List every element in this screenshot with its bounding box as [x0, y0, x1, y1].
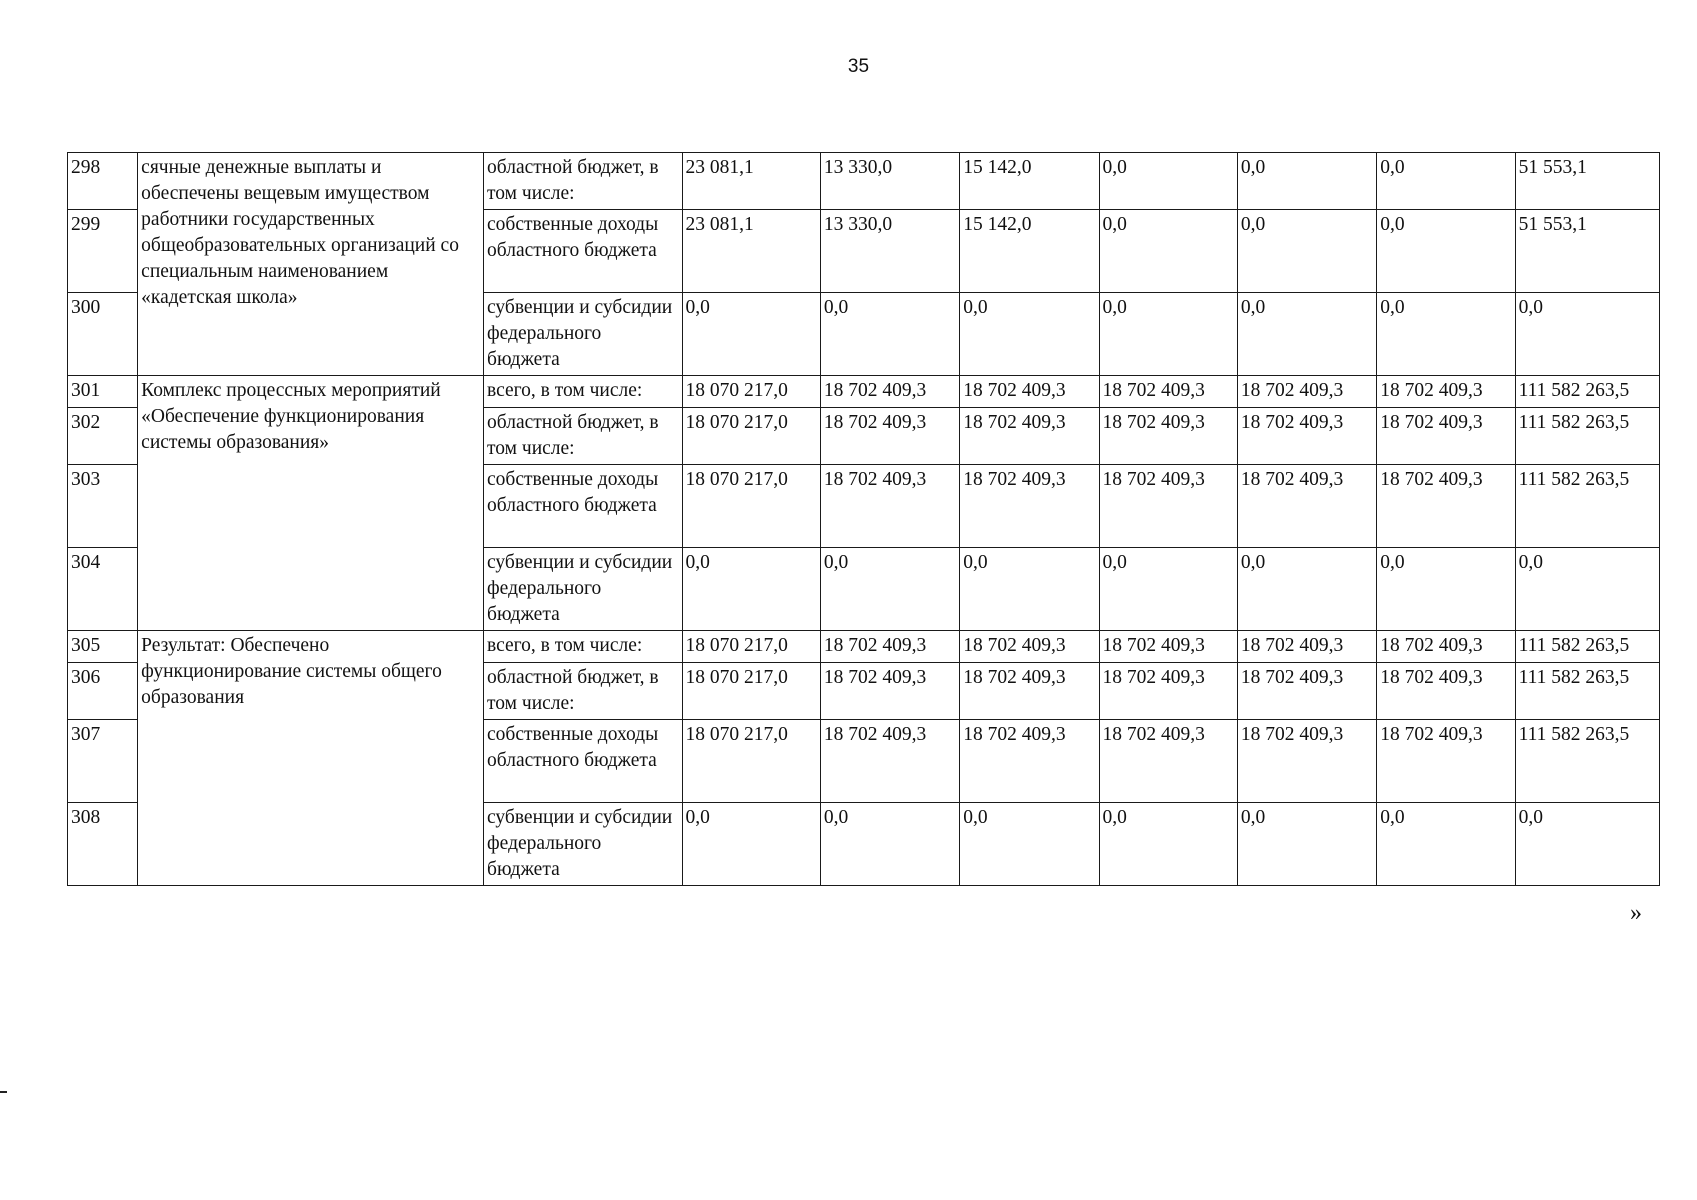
value-cell: 0,0 — [820, 803, 959, 886]
value-cell: 23 081,1 — [682, 153, 820, 210]
value-cell: 18 070 217,0 — [682, 631, 820, 663]
funding-source: собственные доходы областного бюджета — [484, 210, 682, 293]
total-cell: 0,0 — [1515, 548, 1659, 631]
value-cell: 18 702 409,3 — [1237, 376, 1376, 408]
value-cell: 18 070 217,0 — [682, 720, 820, 803]
total-cell: 111 582 263,5 — [1515, 408, 1659, 465]
value-cell: 15 142,0 — [960, 153, 1099, 210]
funding-source: собственные доходы областного бюджета — [484, 465, 682, 548]
row-number: 306 — [68, 663, 138, 720]
value-cell: 0,0 — [1099, 210, 1237, 293]
value-cell: 0,0 — [1237, 293, 1376, 376]
value-cell: 0,0 — [1377, 293, 1515, 376]
row-number: 304 — [68, 548, 138, 631]
value-cell: 18 702 409,3 — [1377, 663, 1515, 720]
value-cell: 18 702 409,3 — [820, 720, 959, 803]
value-cell: 0,0 — [1099, 293, 1237, 376]
value-cell: 0,0 — [1377, 153, 1515, 210]
value-cell: 18 070 217,0 — [682, 376, 820, 408]
value-cell: 0,0 — [960, 803, 1099, 886]
value-cell: 18 702 409,3 — [960, 631, 1099, 663]
value-cell: 13 330,0 — [820, 210, 959, 293]
total-cell: 111 582 263,5 — [1515, 631, 1659, 663]
total-cell: 111 582 263,5 — [1515, 663, 1659, 720]
total-cell: 51 553,1 — [1515, 153, 1659, 210]
row-number: 298 — [68, 153, 138, 210]
value-cell: 18 702 409,3 — [1237, 465, 1376, 548]
total-cell: 51 553,1 — [1515, 210, 1659, 293]
value-cell: 18 070 217,0 — [682, 408, 820, 465]
value-cell: 18 702 409,3 — [1377, 631, 1515, 663]
funding-source: субвенции и субсидии федерального бюджета — [484, 803, 682, 886]
row-number: 308 — [68, 803, 138, 886]
value-cell: 18 702 409,3 — [820, 408, 959, 465]
total-cell: 111 582 263,5 — [1515, 376, 1659, 408]
value-cell: 18 702 409,3 — [1377, 408, 1515, 465]
row-number: 302 — [68, 408, 138, 465]
value-cell: 18 702 409,3 — [1377, 720, 1515, 803]
value-cell: 18 702 409,3 — [1099, 465, 1237, 548]
table-row — [68, 153, 1660, 210]
value-cell: 0,0 — [1377, 803, 1515, 886]
value-cell: 0,0 — [1377, 548, 1515, 631]
value-cell: 0,0 — [1099, 548, 1237, 631]
value-cell: 23 081,1 — [682, 210, 820, 293]
table-row — [68, 376, 1660, 408]
value-cell: 0,0 — [1099, 803, 1237, 886]
value-cell: 18 702 409,3 — [960, 663, 1099, 720]
value-cell: 0,0 — [1099, 153, 1237, 210]
value-cell: 18 702 409,3 — [1377, 465, 1515, 548]
funding-source: областной бюджет, в том числе: — [484, 153, 682, 210]
closing-quote-mark: » — [1630, 900, 1642, 926]
value-cell: 15 142,0 — [960, 210, 1099, 293]
row-description: Результат: Обеспечено функционирование системы общего образования — [138, 631, 484, 886]
value-cell: 18 702 409,3 — [960, 720, 1099, 803]
total-cell: 111 582 263,5 — [1515, 720, 1659, 803]
row-number: 303 — [68, 465, 138, 548]
value-cell: 18 702 409,3 — [820, 465, 959, 548]
total-cell: 111 582 263,5 — [1515, 465, 1659, 548]
value-cell: 0,0 — [1237, 210, 1376, 293]
row-number: 301 — [68, 376, 138, 408]
value-cell: 18 702 409,3 — [1237, 720, 1376, 803]
value-cell: 0,0 — [682, 548, 820, 631]
funding-source: субвенции и субсидии федерального бюджета — [484, 548, 682, 631]
value-cell: 18 702 409,3 — [1099, 631, 1237, 663]
value-cell: 0,0 — [820, 293, 959, 376]
value-cell: 18 070 217,0 — [682, 465, 820, 548]
value-cell: 0,0 — [960, 293, 1099, 376]
value-cell: 18 702 409,3 — [1099, 663, 1237, 720]
value-cell: 18 702 409,3 — [1099, 720, 1237, 803]
funding-source: всего, в том числе: — [484, 631, 682, 663]
value-cell: 18 702 409,3 — [820, 376, 959, 408]
total-cell: 0,0 — [1515, 803, 1659, 886]
value-cell: 18 702 409,3 — [1377, 376, 1515, 408]
value-cell: 0,0 — [960, 548, 1099, 631]
row-description: Комплекс процессных мероприятий «Обеспечение функционирования системы образования» — [138, 376, 484, 631]
value-cell: 18 702 409,3 — [1099, 376, 1237, 408]
value-cell: 0,0 — [1237, 803, 1376, 886]
value-cell: 13 330,0 — [820, 153, 959, 210]
value-cell: 18 702 409,3 — [960, 465, 1099, 548]
value-cell: 18 702 409,3 — [1099, 408, 1237, 465]
value-cell: 18 702 409,3 — [1237, 663, 1376, 720]
funding-source: всего, в том числе: — [484, 376, 682, 408]
row-number: 305 — [68, 631, 138, 663]
total-cell: 0,0 — [1515, 293, 1659, 376]
row-number: 300 — [68, 293, 138, 376]
funding-source: областной бюджет, в том числе: — [484, 663, 682, 720]
value-cell: 18 702 409,3 — [1237, 408, 1376, 465]
value-cell: 18 070 217,0 — [682, 663, 820, 720]
value-cell: 0,0 — [682, 803, 820, 886]
value-cell: 0,0 — [1237, 548, 1376, 631]
value-cell: 18 702 409,3 — [820, 663, 959, 720]
row-description: сячные денежные выплаты и обеспечены вещевым имуществом работники государственных общеобразовательных организаций со специальным наименованием «кадетская школа» — [138, 153, 484, 376]
value-cell: 0,0 — [1237, 153, 1376, 210]
value-cell: 0,0 — [820, 548, 959, 631]
value-cell: 18 702 409,3 — [820, 631, 959, 663]
value-cell: 18 702 409,3 — [1237, 631, 1376, 663]
funding-source: субвенции и субсидии федерального бюджета — [484, 293, 682, 376]
value-cell: 18 702 409,3 — [960, 376, 1099, 408]
budget-table — [67, 152, 1660, 886]
funding-source: областной бюджет, в том числе: — [484, 408, 682, 465]
scan-edge-mark — [0, 1091, 7, 1093]
page-number: 35 — [847, 56, 870, 77]
value-cell: 0,0 — [1377, 210, 1515, 293]
row-number: 299 — [68, 210, 138, 293]
value-cell: 18 702 409,3 — [960, 408, 1099, 465]
row-number: 307 — [68, 720, 138, 803]
table-row — [68, 631, 1660, 663]
funding-source: собственные доходы областного бюджета — [484, 720, 682, 803]
value-cell: 0,0 — [682, 293, 820, 376]
